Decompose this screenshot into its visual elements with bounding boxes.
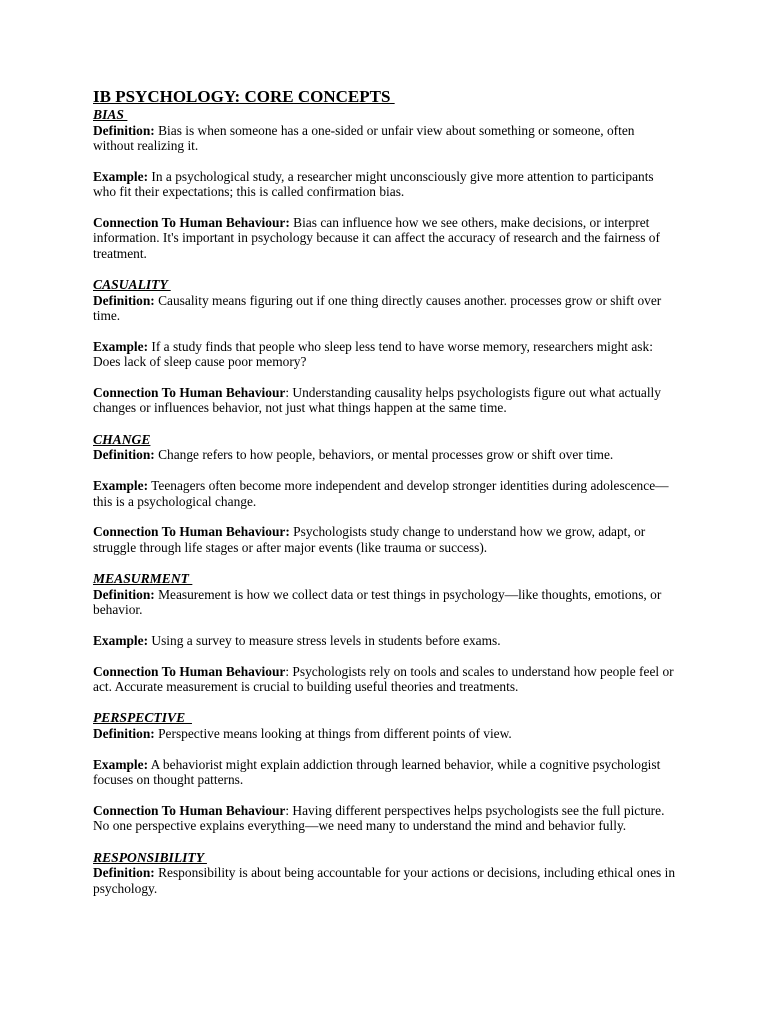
concept-heading: RESPONSIBILITY [93,849,207,865]
definition-paragraph [93,447,678,462]
connection-text: Bias can influence how we see others, make decisions, or interpret information. It's important in psychology because it can affect the accuracy of research and the fairness of treatment. [93,214,660,261]
example-paragraph [93,478,678,509]
definition-paragraph [93,726,678,741]
example-text: In a psychological study, a researcher might unconsciously give more attention to participants who fit their expectations; this is called confirmation bias. [93,168,654,200]
example-label: Example: [93,478,149,494]
connection-label: Connection To Human Behaviour: [93,524,290,540]
example-paragraph [93,339,678,370]
connection-paragraph [93,524,678,555]
definition-label: Definition: [93,865,155,881]
connection-text: : Understanding causality helps psychologists figure out what actually changes or influences behavior, not just what things happen at the same time. [93,385,661,416]
concept-heading: CASUALITY [93,277,171,293]
example-paragraph [93,633,678,648]
connection-paragraph [93,215,678,261]
concept-causality [93,277,678,416]
example-text: A behaviorist might explain addiction through learned behavior, while a cognitive psychologist focuses on thought patterns. [93,756,661,788]
example-text: If a study finds that people who sleep less tend to have worse memory, researchers might ask: Does lack of sleep cause poor memory? [93,338,653,370]
example-paragraph [93,169,678,200]
definition-paragraph [93,587,678,618]
connection-paragraph [93,664,678,695]
definition-text: Measurement is how we collect data or test things in psychology—like thoughts, emotions, or behavior. [93,586,662,618]
example-text: Using a survey to measure stress levels in students before exams. [148,632,501,648]
document-page [93,87,678,911]
definition-text: Change refers to how people, behaviors, or mental processes grow or shift over time. [154,447,614,463]
definition-label: Definition: [93,122,155,138]
example-label: Example: [93,632,149,648]
definition-text: Perspective means looking at things from different points of view. [154,725,512,741]
definition-label: Definition: [93,725,155,741]
connection-label: Connection To Human Behaviour [93,663,286,679]
example-label: Example: [93,756,149,772]
definition-label: Definition: [93,447,155,463]
concept-heading: BIAS [93,107,128,122]
concept-change [93,432,678,555]
definition-label: Definition: [93,292,155,308]
connection-paragraph [93,385,678,416]
concept-measurement [93,571,678,694]
definition-paragraph [93,123,678,154]
definition-text: Bias is when someone has a one-sided or unfair view about something or someone, often without realizing it. [93,122,635,153]
example-paragraph [93,757,678,788]
definition-text: Causality means figuring out if one thing directly causes another. processes grow or shift over time. [93,292,662,324]
connection-text: : Psychologists rely on tools and scales to understand how people feel or act. Accurate measurement is crucial to building useful theories and treatments. [93,663,674,695]
example-label: Example: [93,168,149,184]
connection-label: Connection To Human Behaviour [93,385,286,401]
connection-text: Psychologists study change to understand how we grow, adapt, or struggle through life stages or after major events (like trauma or success). [93,524,646,555]
connection-paragraph [93,803,678,834]
example-label: Example: [93,338,149,354]
connection-label: Connection To Human Behaviour [93,802,286,818]
example-text: Teenagers often become more independent and develop stronger identities during adolescence—this is a psychological change. [93,478,669,509]
connection-text: : Having different perspectives helps psychologists see the full picture. No one perspective explains everything—we need many to understand the mind and behavior fully. [93,802,665,834]
concept-bias [93,107,678,261]
concept-heading: PERSPECTIVE [93,710,192,726]
concept-heading: CHANGE [93,431,151,447]
concept-responsibility [93,850,678,896]
connection-label: Connection To Human Behaviour: [93,214,290,230]
definition-text: Responsibility is about being accountable for your actions or decisions, including ethical ones in psychology. [93,865,676,896]
concept-heading: MEASURMENT [93,571,193,587]
definition-paragraph [93,293,678,324]
document-title: IB PSYCHOLOGY: CORE CONCEPTS [93,87,395,106]
concept-perspective [93,710,678,833]
definition-label: Definition: [93,586,155,602]
definition-paragraph [93,865,678,896]
